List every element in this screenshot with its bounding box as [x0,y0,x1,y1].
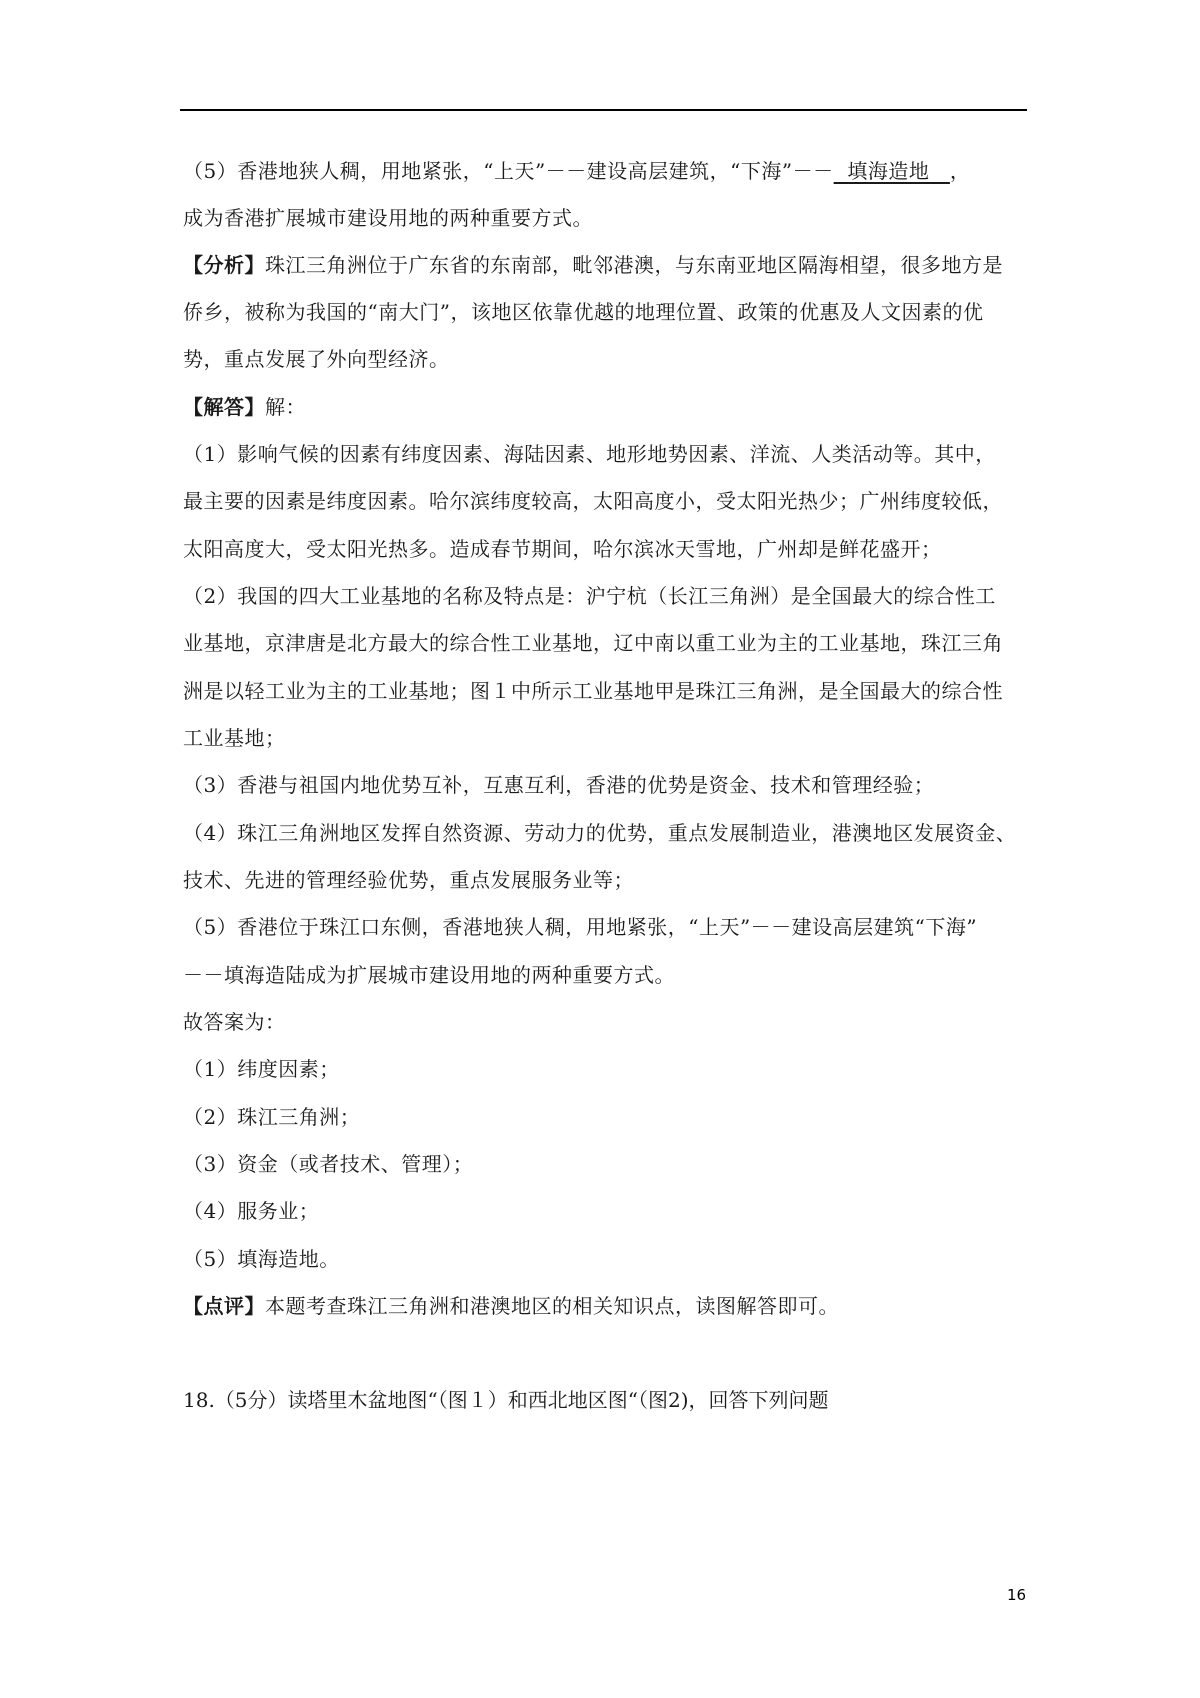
comment-text: 本题考查珠江三角洲和港澳地区的相关知识点，读图解答即可。 [265,1294,839,1318]
solution-tag-suffix: 解： [265,395,306,419]
question-18: 18.（5分）读塔里木盆地图“（图１）和西北地区图“（图2)，回答下列问题 [183,1388,829,1412]
question-5-punct: ， [949,159,971,183]
question-5-text: （5）香港地狭人稠，用地紧张，“上天”－－建设高层建筑，“下海”－－ [183,159,834,183]
solution-tag: 【解答】 [183,395,265,419]
answer-3: （3）资金（或者技术、管理）； [183,1152,474,1176]
comment-tag: 【点评】 [183,1294,265,1318]
solution-p1-line-1: （1）影响气候的因素有纬度因素、海陆因素、地形地势因素、洋流、人类活动等。其中， [183,442,996,466]
solution-p5-line-1: （5）香港位于珠江口东侧，香港地狭人稠，用地紧张，“上天”－－建设高层建筑“下海” [183,915,978,939]
analysis-line-3: 势，重点发展了外向型经济。 [183,347,450,371]
analysis-tag: 【分析】 [183,253,265,277]
solution-p2-line-1: （2）我国的四大工业基地的名称及特点是：沪宁杭（长江三角洲）是全国最大的综合性工 [183,584,996,608]
solution-heading [183,392,306,422]
solution-p4-line-1: （4）珠江三角洲地区发挥自然资源、劳动力的优势，重点发展制造业，港澳地区发展资金、 [183,821,1017,845]
solution-p3-line-1: （3）香港与祖国内地优势互补，互惠互利，香港的优势是资金、技术和管理经验； [183,773,935,797]
solution-p1-line-2: 最主要的因素是纬度因素。哈尔滨纬度较高，太阳高度小，受太阳光热少；广州纬度较低， [183,489,1003,513]
solution-p4-line-2: 技术、先进的管理经验优势，重点发展服务业等； [183,868,634,892]
header-rule [180,109,1027,111]
answer-4: （4）服务业； [183,1199,320,1223]
question-5-line-1 [183,156,970,186]
analysis-text: 珠江三角洲位于广东省的东南部，毗邻港澳，与东南亚地区隔海相望，很多地方是 [265,253,1003,277]
analysis-line-1 [183,250,1003,280]
answer-blank: 填海造地 [833,159,950,183]
answer-2: （2）珠江三角洲； [183,1105,361,1129]
answer-1: （1）纬度因素； [183,1057,340,1081]
solution-p2-line-4: 工业基地； [183,726,286,750]
solution-p2-line-3: 洲是以轻工业为主的工业基地；图１中所示工业基地甲是珠江三角洲，是全国最大的综合性 [183,679,1003,703]
comment-line [183,1291,839,1321]
question-5-line-2: 成为香港扩展城市建设用地的两种重要方式。 [183,206,593,230]
page-number: 16 [1007,1586,1027,1604]
solution-p1-line-3: 太阳高度大，受太阳光热多。造成春节期间，哈尔滨冰天雪地，广州却是鲜花盛开； [183,537,942,561]
answers-heading: 故答案为： [183,1010,286,1034]
solution-p5-line-2: －－填海造陆成为扩展城市建设用地的两种重要方式。 [183,963,675,987]
answer-5: （5）填海造地。 [183,1247,340,1271]
analysis-line-2: 侨乡，被称为我国的“南大门”，该地区依靠优越的地理位置、政策的优惠及人文因素的优 [183,300,984,324]
solution-p2-line-2: 业基地，京津唐是北方最大的综合性工业基地，辽中南以重工业为主的工业基地，珠江三角 [183,631,1003,655]
